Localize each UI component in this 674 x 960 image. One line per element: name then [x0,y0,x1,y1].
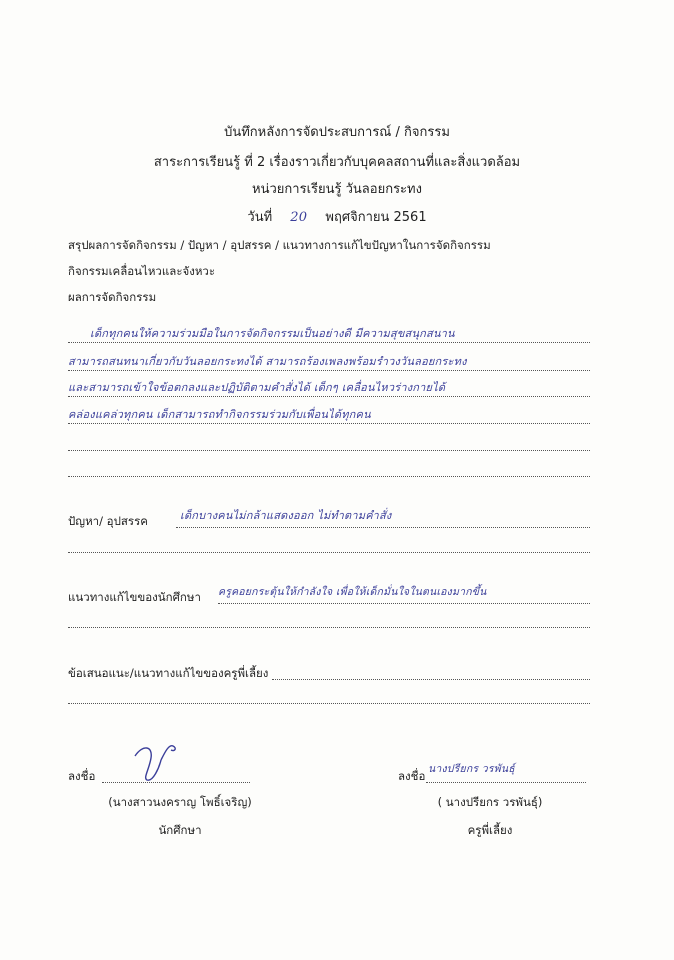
problem-label: ปัญหา/ อุปสรรค [68,514,148,528]
result-dotline-1 [68,342,590,343]
right-signer-role: ครูพี่เลี้ยง [467,823,513,837]
student-solution-dotline-1 [218,603,590,604]
left-sign-label: ลงชื่อ [68,769,96,783]
mentor-suggestion-dotline-2 [68,703,590,704]
left-signature-mark [125,738,185,784]
result-label: ผลการจัดกิจกรรม [68,290,157,304]
problem-dotline-1 [176,527,590,528]
student-solution-label: แนวทางแก้ไขของนักศึกษา [68,590,201,604]
problem-dotline-2 [68,552,590,553]
result-dotline-2 [68,370,590,371]
mentor-suggestion-dotline-1 [272,679,590,680]
date-day: 20 [290,210,308,225]
right-sign-dotline [426,782,586,783]
result-dotline-5 [68,450,590,451]
date-month-year: พฤศจิกายน 2561 [325,210,427,225]
activity-name: กิจกรรมเคลื่อนไหวและจังหวะ [68,264,216,278]
subject-line: สาระการเรียนรู้ ที่ 2 เรื่องราวเกี่ยวกับบุคคลสถานที่และสิ่งแวดล้อม [153,155,521,170]
unit-line: หน่วยการเรียนรู้ วันลอยกระทง [252,182,422,197]
document-title: บันทึกหลังการจัดประสบการณ์ / กิจกรรม [224,125,450,140]
result-text-line-4: คล่องแคล่วทุกคน เด็กสามารถทำกิจกรรมร่วมกับเพื่อนได้ทุกคน [68,408,371,421]
summary-heading: สรุปผลการจัดกิจกรรม / ปัญหา / อุปสรรค / แนวทางการแก้ไขปัญหาในการจัดกิจกรรม [68,238,491,252]
right-sign-label: ลงชื่อ [398,769,426,783]
problem-text: เด็กบางคนไม่กล้าแสดงออก ไม่ทำตามคำสั่ง [180,509,392,522]
date-label: วันที่ [247,210,273,225]
result-dotline-3 [68,396,590,397]
student-solution-dotline-2 [68,627,590,628]
right-signature-handwritten: นางปรียกร วรพันธุ์ [428,763,515,775]
right-signer-name: ( นางปรียกร วรพันธุ์) [437,795,543,809]
result-text-line-1: เด็กทุกคนให้ความร่วมมือในการจัดกิจกรรมเป็นอย่างดี มีความสุขสนุกสนาน [90,327,455,340]
result-text-line-2: สามารถสนทนาเกี่ยวกับวันลอยกระทงได้ สามารถร้องเพลงพร้อมรำวงวันลอยกระทง [68,355,467,368]
result-text-line-3: และสามารถเข้าใจข้อตกลงและปฏิบัติตามคำสั่งได้ เด็กๆ เคลื่อนไหวร่างกายได้ [68,381,446,394]
result-dotline-4 [68,423,590,424]
student-solution-text: ครูคอยกระตุ้นให้กำลังใจ เพื่อให้เด็กมั่นใจในตนเองมากขึ้น [218,586,487,598]
left-signer-name: (นางสาวนงคราญ โพธิ์เจริญ) [108,795,252,809]
result-dotline-6 [68,476,590,477]
mentor-suggestion-label: ข้อเสนอแนะ/แนวทางแก้ไขของครูพี่เลี้ยง [68,666,269,680]
date-line [0,210,674,226]
left-signer-role: นักศึกษา [158,823,202,837]
